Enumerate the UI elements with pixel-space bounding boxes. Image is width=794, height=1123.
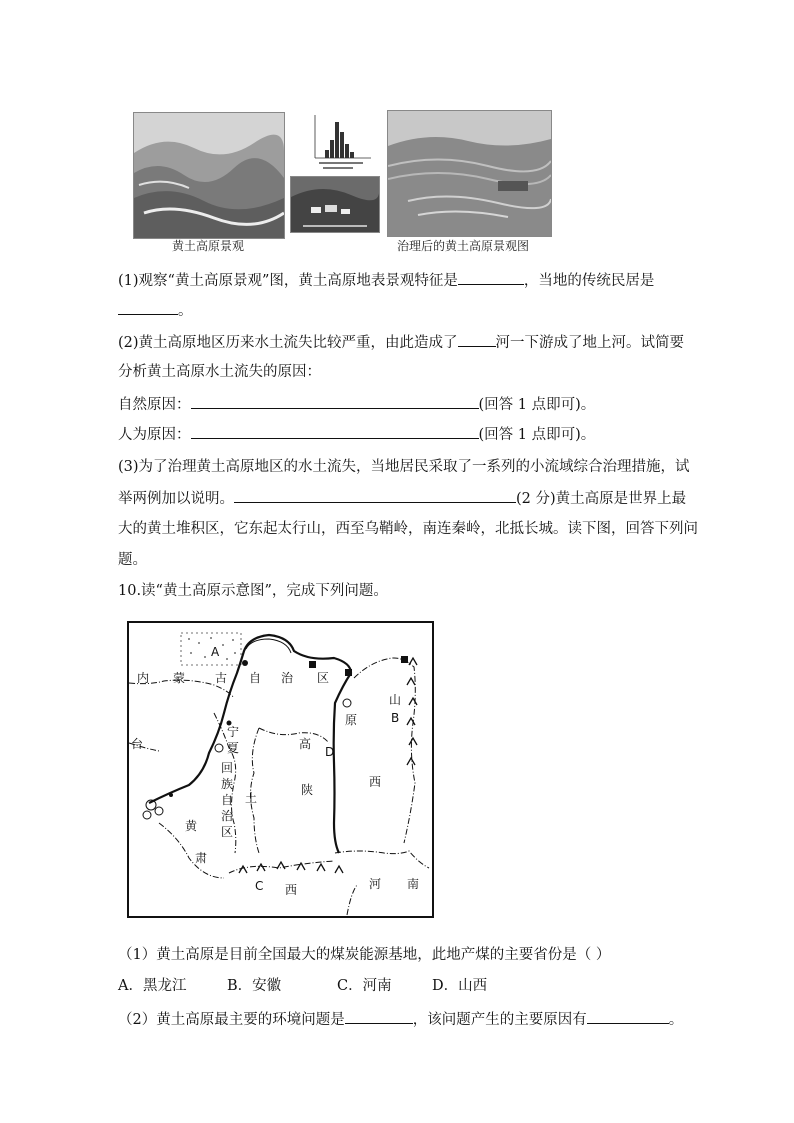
map-label-ning: 宁 [227, 725, 240, 739]
map-label-A: A [211, 645, 220, 659]
loess-landscape-photo [133, 112, 285, 239]
map-label-shaan: 陕 [301, 783, 314, 797]
map-label-hui: 回 [221, 761, 234, 775]
q2-blank-river[interactable] [458, 332, 496, 347]
q3-line2: 举两例加以说明。 (2 分)黄土高原是世界上最 [118, 488, 686, 509]
map-label-qu: 区 [317, 671, 330, 685]
q3-line4: 题。 [118, 552, 147, 568]
village-photo [290, 176, 380, 233]
map-label-he: 河 [369, 877, 382, 891]
cause-blank[interactable] [587, 1009, 669, 1024]
map-label-yuan: 原 [345, 713, 358, 727]
photo1-caption: 黄土高原景观 [172, 239, 245, 253]
map-label-shan: 山 [389, 693, 402, 707]
treated-landscape-photo [387, 110, 552, 237]
q1-line1: (1)观察“黄土高原景观”图，黄土高原地表景观特征是 ，当地的传统民居是 [118, 270, 654, 291]
map-label-tu: 土 [245, 791, 258, 805]
map-label-xi2: 西 [285, 883, 298, 897]
map-label-qu2: 区 [221, 825, 234, 839]
q10-title: 10.读“黄土高原示意图”，完成下列问题。 [118, 583, 388, 599]
q1-line2: 。 [118, 300, 193, 321]
map-label-C: C [255, 879, 264, 893]
q3-blank[interactable] [234, 488, 516, 503]
q3-line1: (3)为了治理黄土高原地区的水土流失，当地居民采取了一系列的小流域综合治理措施，试 [118, 459, 690, 475]
map-label-tai: 台 [131, 737, 144, 751]
q2-human: 人为原因： (回答 1 点即可)。 [118, 424, 595, 445]
map-label-zi2: 自 [221, 793, 234, 807]
q3-line3: 大的黄土堆积区，它东起太行山，西至乌鞘岭，南连秦岭，北抵长城。读下图，回答下列问 [118, 521, 698, 537]
map-label-zu: 族 [221, 777, 234, 791]
q2-natural: 自然原因： (回答 1 点即可)。 [118, 394, 595, 415]
map-label-meng: 蒙 [173, 671, 186, 685]
photo3-caption: 治理后的黄土高原景观图 [397, 239, 530, 253]
map-label-xia: 夏 [227, 741, 240, 755]
q10-sub2: （2）黄土高原最主要的环境问题是 ，该问题产生的主要原因有 。 [118, 1009, 683, 1030]
q10-options [118, 976, 598, 996]
q2-line1: (2)黄土高原地区历来水土流失比较严重，由此造成了 河一下游成了地上河。试简要 [118, 332, 684, 353]
map-label-nei: 内 [137, 671, 150, 685]
q10-sub1: （1）黄土高原是目前全国最大的煤炭能源基地，此地产煤的主要省份是（ ） [118, 947, 611, 963]
map-label-gao: 高 [299, 737, 312, 751]
map-label-B: B [391, 711, 400, 725]
option-b[interactable]: B．安徽 [227, 978, 282, 994]
option-c[interactable]: C．河南 [337, 978, 392, 994]
map-label-zhi: 治 [281, 671, 294, 685]
map-label-D: D [325, 745, 335, 759]
map-label-zhi2: 治 [221, 809, 234, 823]
map-label-huang: 黄 [185, 819, 198, 833]
map-label-gu: 古 [215, 671, 228, 685]
map-label-su: 肃 [195, 851, 208, 865]
env-problem-blank[interactable] [345, 1009, 413, 1024]
natural-cause-blank[interactable] [191, 394, 479, 409]
q1-blank2[interactable] [118, 300, 178, 315]
loess-plateau-map [127, 621, 434, 918]
q2-line2: 分析黄土高原水土流失的原因： [118, 364, 321, 380]
option-a[interactable]: A．黑龙江 [118, 978, 187, 994]
option-d[interactable]: D．山西 [432, 978, 488, 994]
histogram-figure [305, 110, 377, 172]
q1-blank1[interactable] [458, 270, 524, 285]
human-cause-blank[interactable] [191, 424, 479, 439]
map-label-xi: 西 [369, 775, 382, 789]
map-label-zi: 自 [249, 671, 262, 685]
map-label-nan: 南 [407, 877, 420, 891]
